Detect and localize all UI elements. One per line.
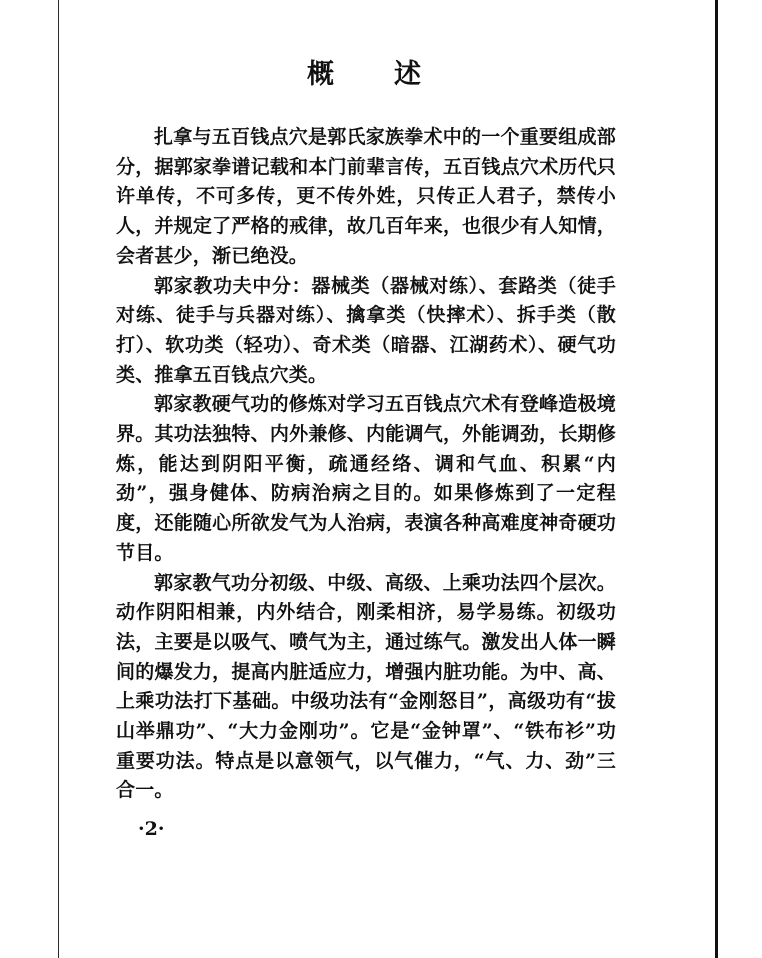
- chapter-title: [0, 52, 730, 91]
- paragraph-4: 郭家教气功分初级、中级、高级、上乘功法四个层次。动作阴阳相兼，内外结合，刚柔相济，易学易练。初级功法，主要是以吸气、喷气为主，通过练气。激发出人体一瞬间的爆发力，提高内脏适应力，增强内脏功能。为中、高、上乘功法打下基础。中级功法有“金刚怒目”，高级功有“拔山举鼎功”、“大力金刚功”。它是“金钟罩”、“铁布衫”功重要功法。特点是以意领气，以气催力，“气、力、劲”三合一。: [116, 571, 616, 802]
- paragraph-1: 扎拿与五百钱点穴是郭氏家族拳术中的一个重要组成部分，据郭家拳谱记载和本门前辈言传，五百钱点穴术历代只许单传，不可多传，更不传外姓，只传正人君子，禁传小人，并规定了严格的戒律，故几百年来，也很少有人知情，会者甚少，渐已绝没。: [116, 126, 616, 267]
- paragraph-3: 郭家教硬气功的修炼对学习五百钱点穴术有登峰造极境界。其功法独特、内外兼修、内能调气，外能调劲，长期修炼，能达到阴阳平衡，疏通经络、调和气血、积累“内劲”，强身健体、防病治病之目的。如果修炼到了一定程度，还能随心所欲发气为人治病，表演各种高难度神奇硬功节目。: [116, 393, 616, 564]
- body-text: [116, 123, 616, 806]
- chapter-title-char-1: 概: [307, 59, 336, 90]
- paragraph-2: 郭家教功夫中分：器械类（器械对练）、套路类（徒手对练、徒手与兵器对练）、擒拿类（快摔术）、拆手类（散打）、软功类（轻功）、奇术类（暗器、江湖药术）、硬气功类、推拿五百钱点穴类。: [116, 274, 616, 386]
- chapter-title-char-2: 述: [394, 59, 423, 90]
- page-number: ·2·: [138, 818, 165, 840]
- page-left-edge-line: [58, 0, 59, 958]
- page-right-edge-line: [715, 0, 718, 958]
